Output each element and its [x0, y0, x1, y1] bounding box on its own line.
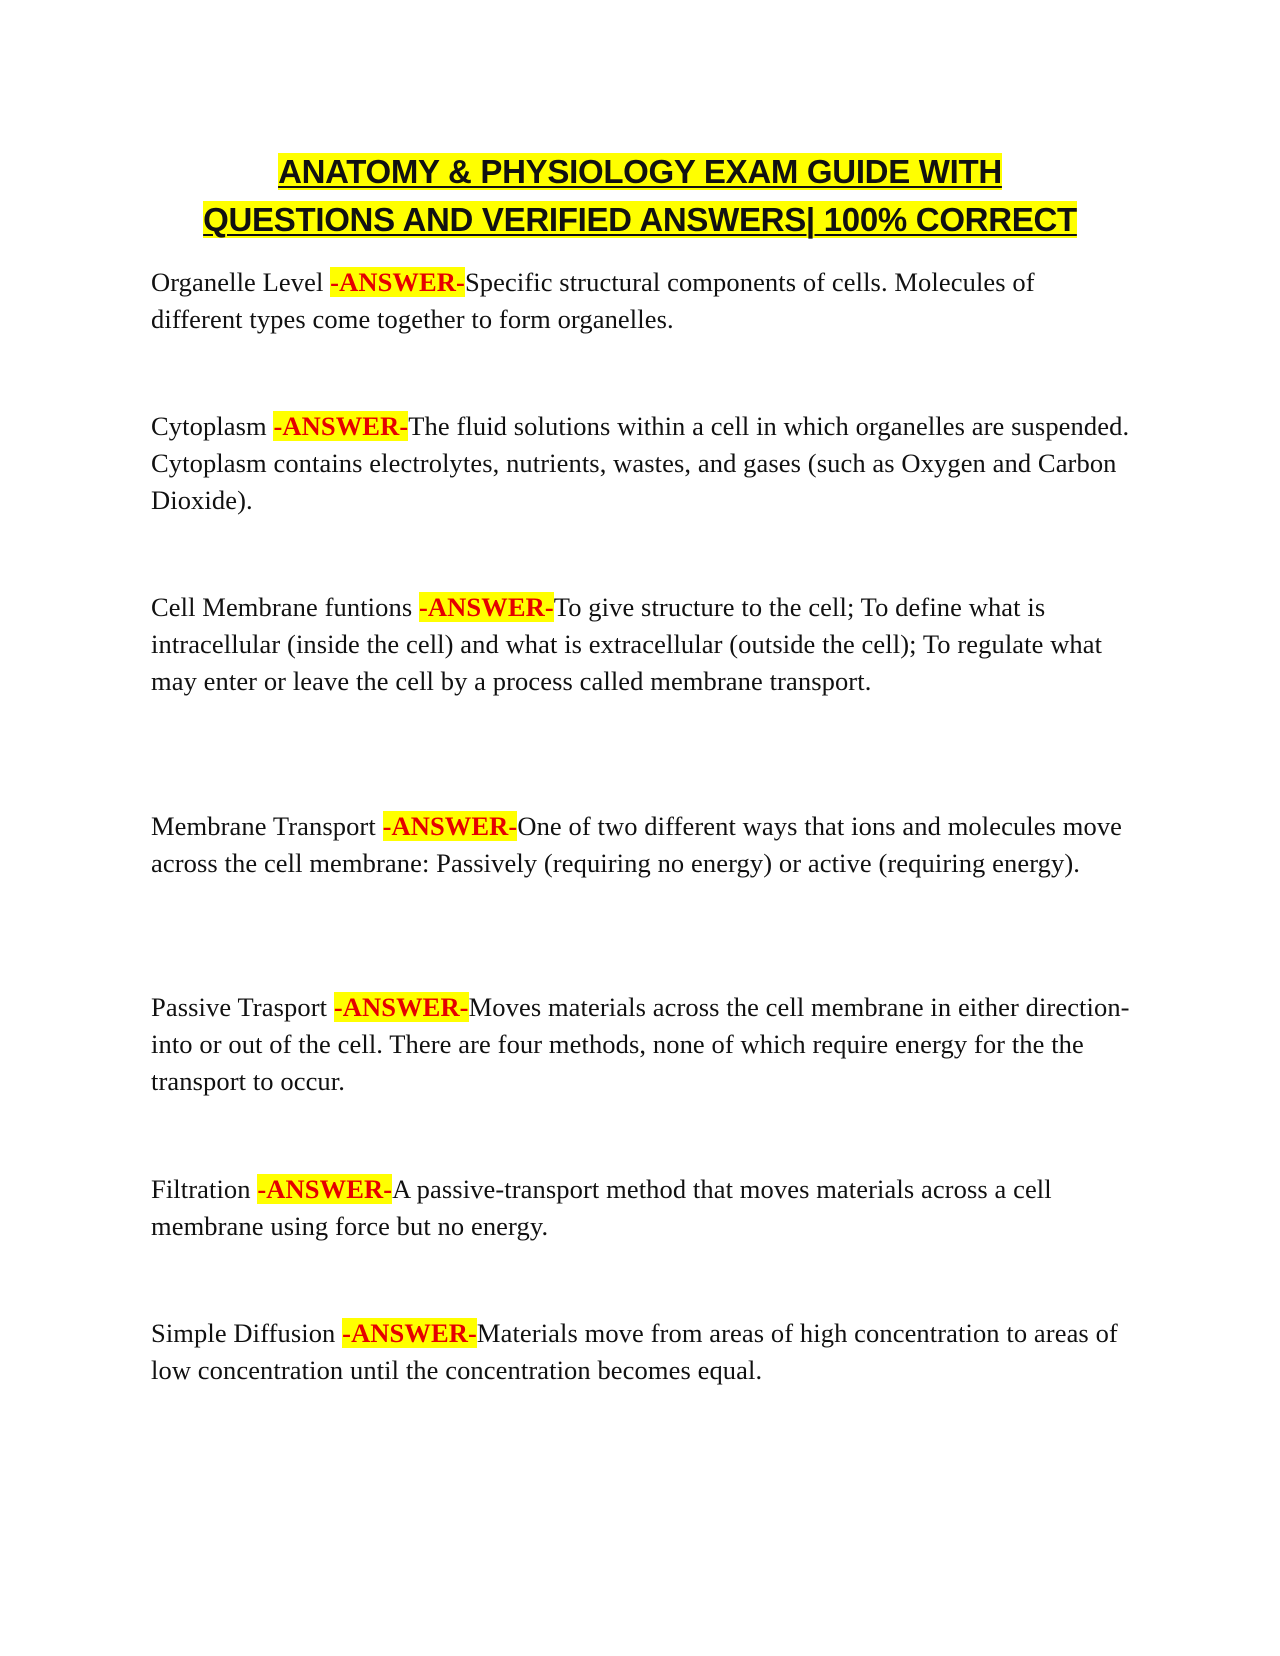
qa-term: Passive Trasport — [151, 992, 334, 1022]
qa-definition: The fluid solutions within a cell in which organelles are suspended. Cytoplasm contains electrolytes, nutrients, wastes, and gases (such as Oxygen and Carbon Dioxide). — [151, 411, 1130, 515]
qa-definition: Materials move from areas of high concentration to areas of low concentration until the concentration becomes equal. — [151, 1318, 1118, 1385]
qa-definition: A passive-transport method that moves materials across a cell membrane using force but no energy. — [151, 1174, 1052, 1241]
title-line-1: ANATOMY & PHYSIOLOGY EXAM GUIDE WITH — [278, 153, 1002, 190]
qa-term: Membrane Transport — [151, 811, 383, 841]
qa-term: Simple Diffusion — [151, 1318, 343, 1348]
qa-term: Organelle Level — [151, 267, 331, 297]
document-title — [150, 148, 1130, 244]
qa-item-organelle-level — [151, 264, 1131, 338]
qa-definition: Moves materials across the cell membrane in either direction-into or out of the cell. There are four methods, none of which require energy for the the transport to occur. — [151, 992, 1130, 1096]
qa-definition: Specific structural components of cells. Molecules of different types come together to form organelles. — [151, 267, 1035, 334]
qa-term: Cytoplasm — [151, 411, 274, 441]
qa-item-cytoplasm — [151, 408, 1131, 519]
title-line-2: QUESTIONS AND VERIFIED ANSWERS| 100% CORRECT — [203, 201, 1077, 238]
answer-marker: -ANSWER- — [330, 267, 465, 297]
answer-marker: -ANSWER- — [273, 411, 409, 441]
answer-marker: -ANSWER- — [342, 1318, 477, 1348]
qa-term: Filtration — [151, 1174, 258, 1204]
answer-marker: -ANSWER- — [419, 592, 554, 622]
answer-marker: -ANSWER- — [382, 811, 518, 841]
qa-term: Cell Membrane funtions — [151, 592, 419, 622]
qa-item-filtration — [151, 1171, 1131, 1245]
qa-item-simple-diffusion — [151, 1315, 1131, 1389]
qa-item-passive-transport — [151, 989, 1131, 1100]
qa-definition: One of two different ways that ions and molecules move across the cell membrane: Passively (requiring no energy) or active (requiring energy). — [151, 811, 1123, 878]
qa-definition: To give structure to the cell; To define what is intracellular (inside the cell) and what is extracellular (outside the cell); To regulate what may enter or leave the cell by a process called membrane transport. — [151, 592, 1103, 696]
answer-marker: -ANSWER- — [257, 1174, 393, 1204]
qa-item-membrane-transport — [151, 808, 1131, 882]
qa-item-cell-membrane-functions — [151, 589, 1131, 700]
answer-marker: -ANSWER- — [333, 992, 469, 1022]
